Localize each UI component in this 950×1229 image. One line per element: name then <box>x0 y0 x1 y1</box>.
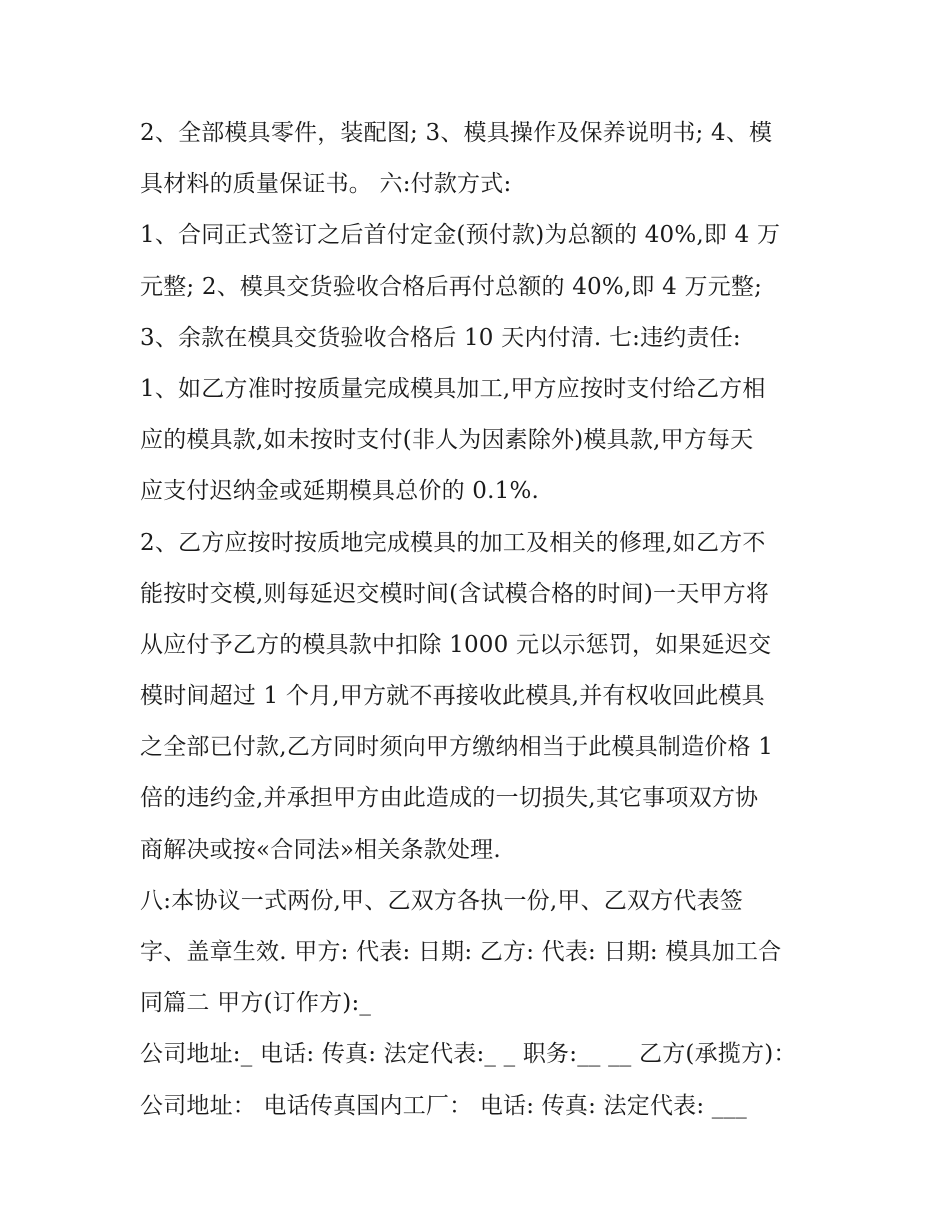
text-line: 之全部已付款,乙方同时须向甲方缴纳相当于此模具制造价格 1 <box>140 734 774 761</box>
text-line: 模时间超过 1 个月,甲方就不再接收此模具,并有权收回此模具 <box>140 683 765 710</box>
text-line: 2、乙方应按时按质地完成模具的加工及相关的修理,如乙方不 <box>140 529 766 556</box>
document-body <box>140 108 820 1132</box>
text-line: 2、全部模具零件，装配图; 3、模具操作及保养说明书; 4、模 <box>140 120 773 146</box>
text-line: 字、盖章生效. 甲方: 代表: 日期: 乙方: 代表: 日期: 模具加工合 <box>140 939 782 965</box>
text-line: 商解决或按«合同法»相关条款处理. <box>140 836 501 863</box>
text-line: 公司地址： 电话传真国内工厂： 电话: 传真: 法定代表: ___ <box>140 1092 747 1119</box>
text-line: 公司地址:_ 电话: 传真: 法定代表:_ _ 职务:__ __ 乙方(承揽方)： <box>140 1041 797 1068</box>
text-line: 应支付迟纳金或延期模具总价的 0.1%. <box>140 478 540 505</box>
text-line: 元整; 2、模具交货验收合格后再付总额的 40%,即 4 万元整; <box>140 273 763 300</box>
text-line: 具材料的质量保证书。 六:付款方式: <box>140 171 512 198</box>
text-line: 1、如乙方准时按质量完成模具加工,甲方应按时支付给乙方相 <box>140 375 766 402</box>
text-line: 倍的违约金,并承担甲方由此造成的一切损失,其它事项双方协 <box>140 785 759 812</box>
text-line: 能按时交模,则每延迟交模时间(含试模合格的时间)一天甲方将 <box>140 580 770 607</box>
text-line: 应的模具款,如未按时支付(非人为因素除外)模具款,甲方每天 <box>140 427 754 454</box>
text-line: 从应付予乙方的模具款中扣除 1000 元以示惩罚，如果延迟交 <box>140 631 772 658</box>
text-line: 3、余款在模具交货验收合格后 10 天内付清. 七:违约责任: <box>140 324 741 351</box>
text-line: 八:本协议一式两份,甲、乙双方各执一份,甲、乙双方代表签 <box>140 887 743 914</box>
text-line: 同篇二 甲方(订作方):_ <box>140 990 372 1017</box>
text-line: 1、合同正式签订之后首付定金(预付款)为总额的 40%,即 4 万 <box>140 222 781 249</box>
